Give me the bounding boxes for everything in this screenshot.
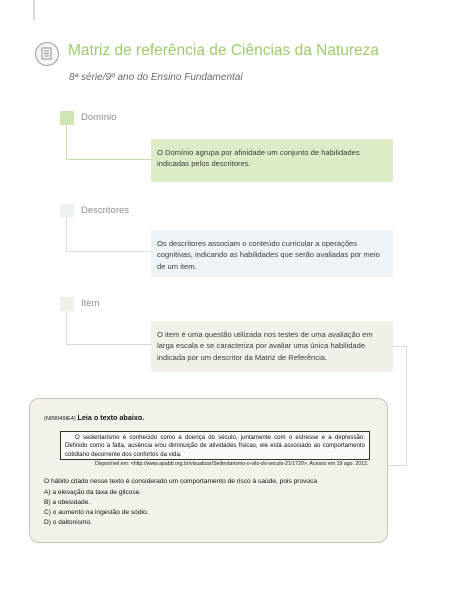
question-option-c[interactable]: C) o aumento na ingestão de sódio. <box>44 509 149 516</box>
descritores-connector-vertical <box>66 218 67 251</box>
question-option-b[interactable]: B) a obesidade. <box>44 499 91 506</box>
page-title: Matriz de referência de Ciências da Natureza <box>68 42 380 59</box>
item-connector-vertical <box>66 311 67 344</box>
dominio-connector-horizontal <box>66 159 152 160</box>
question-option-a[interactable]: A) a elevação da taxa de glicose. <box>44 489 142 496</box>
descritores-marker <box>60 204 74 218</box>
dominio-label: Domínio <box>81 112 117 123</box>
item-connector-horizontal <box>66 344 152 345</box>
descritores-connector-horizontal <box>66 251 152 252</box>
question-passage <box>60 431 370 460</box>
item-to-question-connector-bottom <box>388 465 407 466</box>
dominio-description: O Domínio agrupa por afinidade um conjunto de habilidades indicadas pelos descritores. <box>151 139 393 182</box>
item-marker <box>60 297 74 311</box>
descritores-label: Descritores <box>81 205 130 216</box>
item-to-question-connector-right <box>406 346 407 465</box>
question-instruction: Leia o texto abaixo. <box>77 413 145 422</box>
question-header <box>44 413 144 422</box>
question-prompt: O hábito citado nesse texto é considerado um comportamento de risco à saúde, pois provoca <box>44 478 318 485</box>
item-label: Item <box>81 298 100 309</box>
question-passage-text: O sedentarismo é conhecido como a doença do século, juntamente com o estresse e a depressão. Definido como a falta, ausência e/ou diminuição de atividades físicas, ele está associado ao comportamento cotidiano decorrente dos confortos da vida. <box>65 434 365 458</box>
dominio-connector-vertical <box>66 125 67 159</box>
dominio-marker <box>60 111 74 125</box>
item-to-question-connector-top <box>393 346 406 347</box>
document-list-icon <box>35 42 59 66</box>
item-description: O item é uma questão utilizada nos testes de uma avaliação em larga escala e se caracteriza por avaliar uma única habilidade indicada por um descritor da Matriz de Referência. <box>151 321 393 372</box>
top-divider <box>33 0 35 20</box>
question-option-d[interactable]: D) o daltonismo. <box>44 519 93 526</box>
question-source: Disponível em: <http://www.apabb.org.br/visualizar/Sedentarismo-o-vilo-do-seculo-21/1720>. Acesso em 19 ago. 2012. <box>95 461 369 467</box>
question-code: (N09049IE4) <box>44 416 76 422</box>
page-subtitle: 8ª série/9º ano do Ensino Fundamental <box>69 72 243 83</box>
descritores-description: Os descritores associam o conteúdo curricular a operações cognitivas, indicando as habilidades que serão avaliadas por meio de um item. <box>151 230 393 277</box>
